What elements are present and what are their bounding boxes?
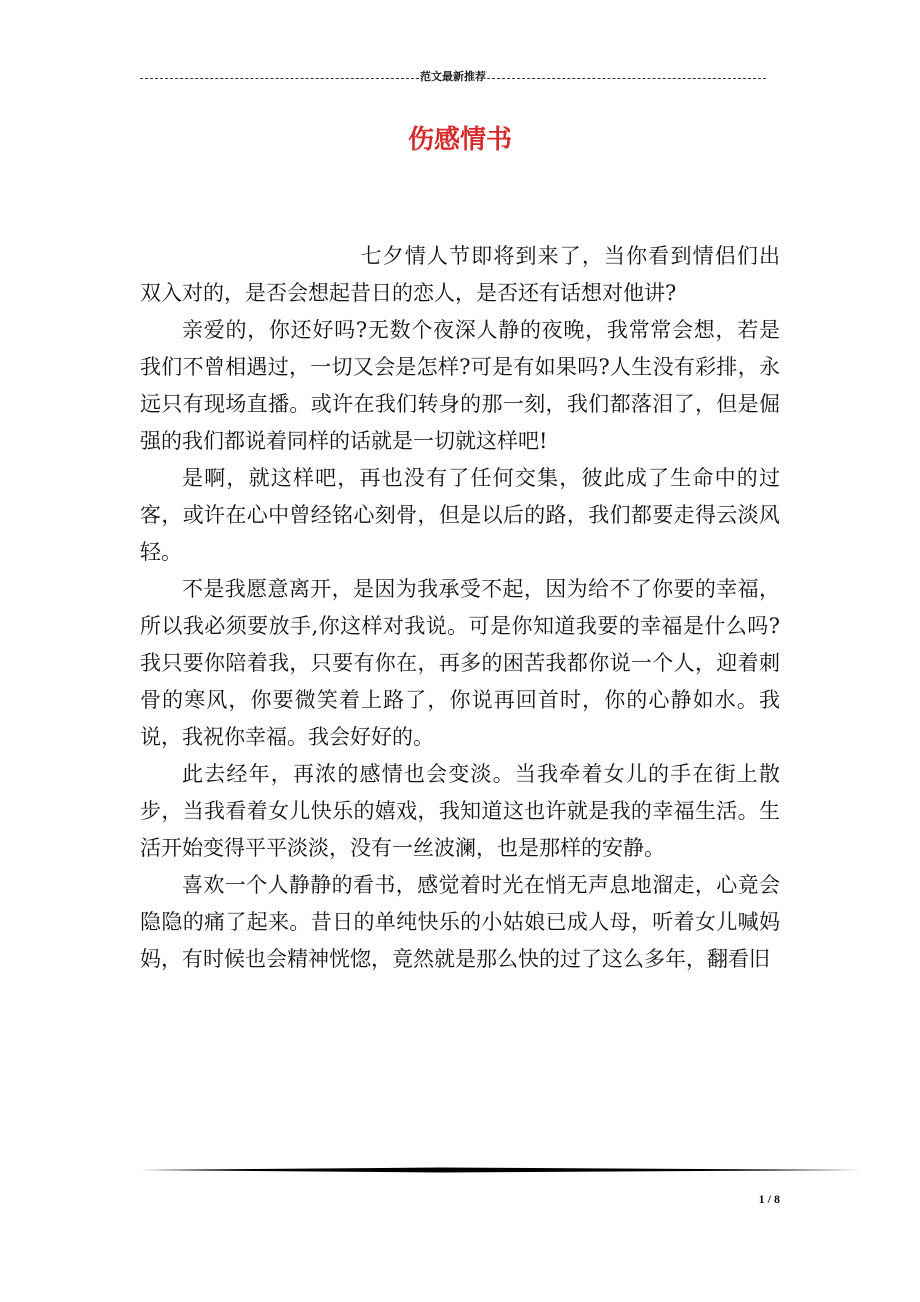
- footer-divider: [140, 1166, 862, 1174]
- page-number: 1 / 8: [758, 1192, 780, 1206]
- paragraph: 七夕情人节即将到来了，当你看到情侣们出双入对的，是否会想起昔日的恋人，是否还有话想对他讲?: [140, 244, 780, 305]
- header-dashes-right: [487, 78, 766, 79]
- paragraph: 喜欢一个人静静的看书，感觉着时光在悄无声息地溜走，心竟会隐隐的痛了起来。昔日的单纯快乐的小姑娘已成人母，听着女儿喊妈妈，有时候也会精神恍惚，竟然就是那么快的过了这么多年，翻看旧: [140, 873, 780, 971]
- page-header: [140, 69, 766, 85]
- paragraph: 此去经年，再浓的感情也会变淡。当我牵着女儿的手在街上散步，当我看着女儿快乐的嬉戏，我知道这也许就是我的幸福生活。生活开始变得平平淡淡，没有一丝波澜，也是那样的安静。: [140, 762, 780, 860]
- header-label: 范文最新推荐: [420, 70, 486, 83]
- paragraph: 是啊，就这样吧，再也没有了任何交集，彼此成了生命中的过客，或许在心中曾经铭心刻骨，但是以后的路，我们都要走得云淡风轻。: [140, 466, 780, 564]
- document-body: [140, 238, 780, 978]
- paragraph: 不是我愿意离开，是因为我承受不起，因为给不了你要的幸福，所以我必须要放手,你这样对我说。可是你知道我要的幸福是什么吗?我只要你陪着我，只要有你在，再多的困苦我都你说一个人，迎着刺骨的寒风，你要微笑着上路了，你说再回首时，你的心静如水。我说，我祝你幸福。我会好好的。: [140, 577, 780, 749]
- paragraph: 亲爱的，你还好吗?无数个夜深人静的夜晚，我常常会想，若是我们不曾相遇过，一切又会是怎样?可是有如果吗?人生没有彩排，永远只有现场直播。或许在我们转身的那一刻，我们都落泪了，但是倔强的我们都说着同样的话就是一切就这样吧!: [140, 318, 780, 453]
- header-dashes-left: [140, 78, 419, 79]
- document-title: 伤感情书: [407, 125, 512, 155]
